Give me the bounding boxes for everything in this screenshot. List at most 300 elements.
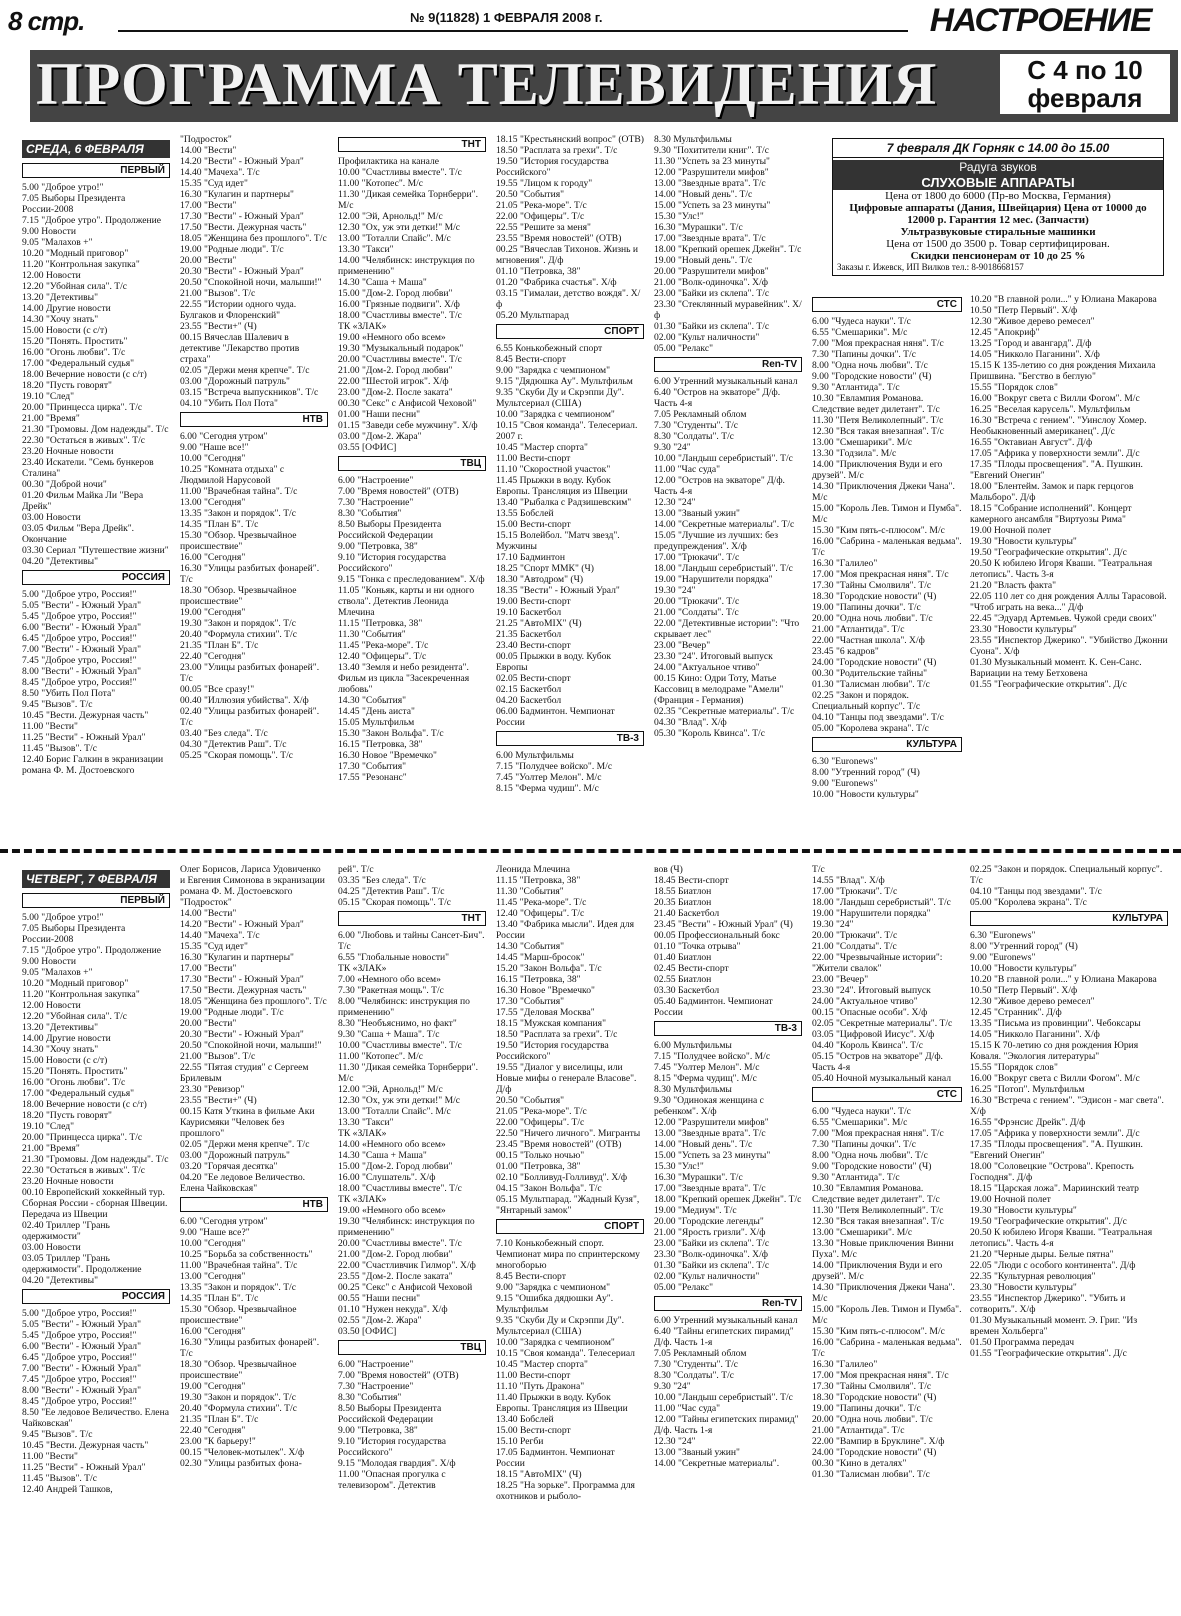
program-entry: 16.00 "Грязные подвиги". Х/ф bbox=[338, 299, 460, 310]
program-entry: 23.55 "Время новостей" (ОТВ) bbox=[496, 233, 622, 244]
program-entry: 11.30 "Дикая семейка Торнберри". М/с bbox=[338, 1062, 481, 1084]
program-entry: 03.00 "Дорожный патруль" bbox=[180, 376, 290, 387]
program-entry: 16.00 "Сабрина - маленькая ведьма". Т/с bbox=[812, 536, 965, 558]
program-entry: 20.50 "Спокойной ночи, малыши!" bbox=[180, 277, 322, 288]
program-entry: 16.00 "Огонь любви". Т/с bbox=[22, 347, 126, 358]
program-entry: 9.15 "Молодая гвардия". Х/ф bbox=[338, 1458, 456, 1469]
program-entry: 17.30 "Тайны Смолвиля". Т/с bbox=[812, 580, 932, 591]
program-entry: 10.00 "Счастливы вместе". Т/с bbox=[338, 167, 462, 178]
program-entry: 00.15 "Человек-мотылек". Х/ф bbox=[180, 1447, 305, 1458]
program-entry: 23.30 "Ревизор" bbox=[180, 1084, 245, 1095]
program-entry: 19.00 "Медиум". Т/с bbox=[654, 1205, 737, 1216]
program-entry: 14.30 "Приключения Джеки Чана". М/с bbox=[812, 1282, 958, 1304]
program-entry: 01.50 Программа передач bbox=[970, 1337, 1075, 1348]
program-entry: 18.30 "Обзор. Чрезвычайное происшествие" bbox=[180, 585, 299, 607]
program-entry: 19.30 "24" bbox=[812, 919, 854, 930]
program-entry: 11.20 "Контрольная закупка" bbox=[22, 989, 140, 1000]
program-entry: 5.45 "Доброе утро, Россия!" bbox=[22, 1330, 137, 1341]
program-entry: 8.50 "Убить Пол Пота" bbox=[22, 688, 116, 699]
program-entry: 11.00 Вести-спорт bbox=[496, 453, 571, 464]
program-entry: 12.20 "Убойная сила". Т/с bbox=[22, 281, 128, 292]
ad-line: Цифровые аппараты (Дания, Швейцария) Цена от 10000 до 12000 р. Гарантия 12 мес. (Запчасти) bbox=[849, 202, 1147, 226]
program-entry: 11.00 "Час суда" bbox=[654, 1403, 721, 1414]
program-entry: 19.50 "История государства Российского" bbox=[496, 156, 612, 178]
program-entry: 14.00 "Вести" bbox=[180, 908, 237, 919]
program-entry: 8.45 Вести-спорт bbox=[496, 354, 566, 365]
program-entry: 18.30 "Автодром" (Ч) bbox=[496, 574, 584, 585]
program-entry: 11.10 "Путь Дракона" bbox=[496, 1381, 585, 1392]
program-entry: 10.45 "Мастер спорта" bbox=[496, 442, 588, 453]
program-entry: 23.00 "Байки из склепа". Т/с bbox=[654, 1238, 770, 1249]
channel-header: ПЕРВЫЙ bbox=[22, 893, 170, 908]
program-entry: 18.00 "Ландыш серебристый". Т/с bbox=[812, 897, 951, 908]
program-entry: 05.15 Мультпарад. "Жадный Кузя", "Янтарный замок" bbox=[496, 1194, 642, 1216]
program-entry: 9.35 "Скуби Ду и Скрэппи Ду". Мультсериал (США) bbox=[496, 1315, 627, 1337]
program-entry: 9.15 "Дядюшка Ау". Мультфильм bbox=[496, 376, 633, 387]
channel-header: ТНТ bbox=[338, 911, 486, 926]
program-entry: 9.30 "Одинокая женщина с ребенком". Х/ф bbox=[654, 1095, 767, 1117]
program-entry: 14.30 "Саша + Маша" bbox=[338, 1150, 427, 1161]
program-entry: 16.30 "Галилео" bbox=[812, 1359, 878, 1370]
program-entry: 18.25 "На зорьке". Программа для охотников и рыболо- bbox=[496, 1480, 638, 1502]
program-entry: 6.00 "Сегодня утром" bbox=[180, 431, 268, 442]
ad-line: Скидки пенсионерам от 10 до 25 % bbox=[910, 250, 1086, 262]
program-entry: 14.30 "Саша + Маша" bbox=[338, 277, 427, 288]
program-entry: 00.30 "Родительские тайны" bbox=[812, 668, 928, 679]
program-entry: 8.15 "Ферма чудиш". М/с bbox=[496, 783, 599, 794]
program-entry: 14.00 "Челябинск: инструкция по применению" bbox=[338, 255, 478, 277]
tv-column bbox=[180, 864, 328, 1612]
program-entry: 19.50 "Географические открытия". Д/с bbox=[970, 1216, 1127, 1227]
program-entry: 20.00 "Разрушители мифов" bbox=[654, 266, 769, 277]
program-entry: 16.15 "Петровка, 38" bbox=[338, 739, 423, 750]
program-entry: 22.00 "Чрезвычайные истории": "Жители свалок" bbox=[812, 952, 945, 974]
program-entry: 6.00 Утренний музыкальный канал bbox=[654, 376, 798, 387]
program-entry: 7.15 "Доброе утро". Продолжение bbox=[22, 945, 161, 956]
program-entry: 04.40 "Король Квинса". Т/с bbox=[812, 1040, 923, 1051]
program-entry: 20.50 К юбилею Игоря Кваши. "Театральная летопись". Часть 4-я bbox=[970, 1227, 1155, 1249]
program-entry: 18.00 "Счастливы вместе". Т/с bbox=[338, 310, 462, 321]
program-entry: 18.55 Биатлон bbox=[654, 886, 712, 897]
program-entry: 21.40 Баскетбол bbox=[654, 908, 720, 919]
program-entry: 17.00 "Моя прекрасная няня". Т/с bbox=[812, 1370, 949, 1381]
program-entry: 13.55 Бобслей bbox=[496, 508, 554, 519]
program-entry: 15.00 Вести-спорт bbox=[496, 1425, 571, 1436]
program-entry: 16.30 "Мурашки". Т/с bbox=[654, 222, 743, 233]
program-entry: 17.55 "Деловая Москва" bbox=[496, 1007, 595, 1018]
program-entry: 19.00 "Папины дочки". Т/с bbox=[812, 602, 921, 613]
program-entry: 23.40 Вести-спорт bbox=[496, 640, 571, 651]
program-entry: 10.00 "Ландыш серебристый". Т/с bbox=[654, 453, 793, 464]
program-entry: 14.00 «Немного обо всем» bbox=[338, 1139, 446, 1150]
program-entry: 7.15 "Доброе утро". Продолжение bbox=[22, 215, 161, 226]
program-entry: 01.30 "Байки из склепа". Т/с bbox=[654, 1260, 770, 1271]
program-entry: 16.30 "Встреча с гением". "Эдисон - маг света". Х/ф bbox=[970, 1095, 1167, 1117]
ad-line: Цена от 1800 до 6000 (Пр-во Москва, Германия) bbox=[885, 190, 1111, 202]
program-entry: 13.20 "Детективы" bbox=[22, 1022, 99, 1033]
program-entry: 18.15 "Царская ложа". Мариинский театр bbox=[970, 1183, 1139, 1194]
program-entry: 02.25 "Закон и порядок. Специальный корпус". Т/с bbox=[970, 864, 1165, 886]
program-entry: 03.00 Новости bbox=[22, 512, 81, 523]
program-entry: 19.00 "Нарушители порядка" bbox=[654, 574, 773, 585]
program-entry: 14.00 "Новый день". Т/с bbox=[654, 189, 753, 200]
program-entry: 12.40 "Офицеры". Т/с bbox=[496, 908, 585, 919]
program-entry: 11.30 "Петя Великолепный". Т/с bbox=[812, 415, 944, 426]
program-entry: 9.00 "Зарядка с чемпионом" bbox=[496, 1282, 611, 1293]
header-rule bbox=[118, 30, 908, 32]
program-entry: 22.00 "Офицеры". Т/с bbox=[496, 1117, 585, 1128]
channel-header: СТС bbox=[812, 1087, 962, 1102]
program-entry: 10.20 "В главной роли..." у Юлиана Макарова bbox=[970, 974, 1157, 985]
program-entry: 8.00 "Одна ночь любви". Т/с bbox=[812, 360, 928, 371]
program-entry: 19.55 "Лицом к городу" bbox=[496, 178, 593, 189]
program-entry: 11.45 Прыжки в воду. Кубок Европы. Трансляция из Швеции bbox=[496, 475, 628, 497]
program-entry: 5.00 "Доброе утро!" bbox=[22, 182, 104, 193]
program-entry: 14.00 Другие новости bbox=[22, 303, 111, 314]
program-entry: 05.30 "Король Квинса". Т/с bbox=[654, 728, 765, 739]
program-entry: 9.45 "Вызов". Т/с bbox=[22, 699, 93, 710]
program-entry: 21.00 "Солдаты". Т/с bbox=[812, 941, 897, 952]
program-entry: ТК «ЗЛАК» bbox=[338, 1194, 387, 1205]
program-entry: 00.25 "Секс" с Анфисой Чеховой bbox=[338, 1282, 473, 1293]
program-entry: 16.30 Новое "Времечко" bbox=[338, 750, 437, 761]
program-entry: 03.05 Триллер "Грань одержимости". Продолжение bbox=[22, 1253, 142, 1275]
program-entry: 15.00 Новости (с с/т) bbox=[22, 1055, 108, 1066]
program-entry: 14.40 "Мачеха". Т/с bbox=[180, 930, 260, 941]
program-entry: 19.00 "Папины дочки". Т/с bbox=[812, 1403, 921, 1414]
program-entry: 21.00 "Время" bbox=[22, 413, 80, 424]
program-entry: 5.00 "Доброе утро!" bbox=[22, 912, 104, 923]
program-entry: 7.00 "Время новостей" (ОТВ) bbox=[338, 1370, 459, 1381]
program-entry: 18.20 "Пусть говорят" bbox=[22, 1110, 112, 1121]
program-entry: 9.00 "Euronews" bbox=[812, 778, 878, 789]
program-entry: 18.15 "АвтоМIХ" (Ч) bbox=[496, 1469, 582, 1480]
program-entry: 17.35 "Плоды просвещения". "А. Пушкин. "Евгений Онегин" bbox=[970, 459, 1146, 481]
program-entry: 23.30 "Стеклянный муравейник". Х/ф bbox=[654, 299, 802, 321]
program-entry: 00.15 Кино: Одри Тоту, Матье Кассовиц в мелодраме "Амели" (Франция - Германия) bbox=[654, 673, 786, 706]
program-entry: 11.00 "Врачебная тайна". Т/с bbox=[180, 1260, 298, 1271]
program-entry: 19.30 "Новости культуры" bbox=[970, 1205, 1077, 1216]
program-entry: 11.45 "Вызов". Т/с bbox=[22, 1473, 97, 1484]
program-entry: 16.00 "Сабрина - маленькая ведьма". Т/с bbox=[812, 1337, 965, 1359]
program-entry: 22.35 "Культурная революция" bbox=[970, 1271, 1096, 1282]
program-entry: 20.30 "Вести" - Южный Урал" bbox=[180, 1029, 304, 1040]
program-entry: 13.30 "Такси" bbox=[338, 1117, 394, 1128]
program-entry: 9.35 "Скуби Ду и Скрэппи Ду". Мультсериал (США) bbox=[496, 387, 627, 409]
channel-header: НТВ bbox=[180, 412, 328, 427]
program-entry: 10.20 "Модный приговор" bbox=[22, 978, 129, 989]
ad-contact: Заказы г. Ижевск, ИП Вилков тел.: 8-9018668157 bbox=[837, 262, 1024, 272]
program-entry: 17.30 "События" bbox=[338, 761, 407, 772]
program-entry: 11.30 "События" bbox=[496, 886, 564, 897]
program-entry: 18.00 Вечерние новости (с с/т) bbox=[22, 369, 147, 380]
program-entry: 11.45 "Вызов". Т/с bbox=[22, 743, 97, 754]
program-entry: 8.50 "Ее ледовое Величество. Елена Чайковская" bbox=[22, 1407, 172, 1429]
channel-header: СПОРТ bbox=[496, 324, 644, 339]
program-entry: 7.45 "Доброе утро, Россия!" bbox=[22, 655, 137, 666]
program-entry: 20.50 "События" bbox=[496, 1095, 565, 1106]
program-entry: 22.00 "Офицеры". Т/с bbox=[496, 211, 585, 222]
program-entry: 18.20 "Пусть говорят" bbox=[22, 380, 112, 391]
program-entry: 12.40 "Офицеры". Т/с bbox=[338, 651, 427, 662]
program-entry: 15.30 "Обзор. Чрезвычайное происшествие" bbox=[180, 530, 299, 552]
channel-header: Ren-TV bbox=[654, 1296, 802, 1311]
program-entry: 8.15 "Ферма чудищ". М/с bbox=[654, 1073, 757, 1084]
program-entry: 6.45 "Доброе утро, Россия!" bbox=[22, 633, 137, 644]
program-entry: 15.00 "Успеть за 23 минуты" bbox=[654, 1150, 771, 1161]
program-entry: 12.00 "Разрушители мифов" bbox=[654, 167, 769, 178]
program-entry: 00.40 "Иллюзия убийства". Х/ф bbox=[180, 695, 309, 706]
program-entry: 8.30 "Солдаты". Т/с bbox=[654, 431, 734, 442]
program-entry: 12.30 "Живое дерево ремесел" bbox=[970, 316, 1095, 327]
program-entry: 16.30 "Кулагин и партнеры" bbox=[180, 189, 294, 200]
program-entry: 14.00 "Секретные материалы". Т/с bbox=[654, 519, 795, 530]
program-entry: 14.20 "Вести" - Южный Урал" bbox=[180, 919, 304, 930]
program-entry: 12.20 "Убойная сила". Т/с bbox=[22, 1011, 128, 1022]
program-entry: 04.10 "Танцы под звездами". Т/с bbox=[812, 712, 944, 723]
program-entry: 23.55 "Дом-2. После заката" bbox=[338, 1271, 453, 1282]
program-entry: 6.40 "Тайны египетских пирамид" Д/ф. Часть 1-я bbox=[654, 1326, 797, 1348]
program-entry: 18.00 "Крепкий орешек Джейн". Т/с bbox=[654, 244, 802, 255]
program-entry: 8.45 "Доброе утро, Россия!" bbox=[22, 677, 137, 688]
program-entry: 13.40 "Фабрика мысли". Идея для России bbox=[496, 919, 637, 941]
program-entry: 02.05 Вести-спорт bbox=[496, 673, 571, 684]
program-entry: 05.25 "Скорая помощь". Т/с bbox=[180, 750, 294, 761]
program-entry: 10.25 "Комната отдыха" с Людмилой Нарусовой bbox=[180, 464, 287, 486]
program-entry: 19.30 "Челябинск: инструкция по применению" bbox=[338, 1216, 478, 1238]
program-entry: 13.40 "Земля и небо резидента". Фильм из цикла "Засекреченная любовь" bbox=[338, 662, 472, 695]
program-entry: 04.15 "Закон Вольфа". Т/с bbox=[496, 1183, 602, 1194]
program-entry: 13.00 "Званый ужин" bbox=[654, 508, 740, 519]
program-entry: 10.00 "Новости культуры" bbox=[812, 789, 919, 800]
program-entry: 01.20 "Фабрика счастья". Х/ф bbox=[496, 277, 617, 288]
program-entry: 21.00 "Дом-2. Город любви" bbox=[338, 365, 453, 376]
program-entry: 10.45 "Вести. Дежурная часть" bbox=[22, 710, 149, 721]
program-entry: 20.35 Биатлон bbox=[654, 897, 712, 908]
program-entry: 7.00 «Немного обо всем» bbox=[338, 974, 441, 985]
program-entry: 14.35 "План Б". Т/с bbox=[180, 519, 259, 530]
program-entry: 19.30 "Новости культуры" bbox=[970, 536, 1077, 547]
program-entry: 03.15 "Встреча выпускников". Т/с bbox=[180, 387, 319, 398]
program-entry: ТК «ЗЛАК» bbox=[338, 1128, 387, 1139]
program-entry: 21.00 "Дом-2. Город любви" bbox=[338, 1249, 453, 1260]
tv-column bbox=[812, 294, 965, 845]
program-entry: 21.05 "Река-море". Т/с bbox=[496, 200, 587, 211]
program-entry: 00.05 Профессиональный бокс bbox=[654, 930, 780, 941]
program-entry: 23.55 "Вести+" (Ч) bbox=[180, 1095, 257, 1106]
program-entry: 14.30 "Хочу знать" bbox=[22, 314, 99, 325]
program-entry: 15.35 "Суд идет" bbox=[180, 941, 248, 952]
program-entry: 14.00 "Приключения Вуди и его друзей". М/с bbox=[812, 459, 945, 481]
program-entry: 6.00 "Сегодня утром" bbox=[180, 1216, 268, 1227]
tv-column bbox=[654, 864, 802, 1612]
program-entry: 21.35 "План Б". Т/с bbox=[180, 640, 259, 651]
program-entry: 17.00 "Трюкачи". Т/с bbox=[812, 886, 898, 897]
program-entry: 9.30 "Атлантида". Т/с bbox=[812, 1172, 900, 1183]
program-entry: 13.40 Бобслей bbox=[496, 1414, 554, 1425]
program-entry: 9.00 Новости bbox=[22, 956, 76, 967]
program-entry: 16.30 "Мурашки". Т/с bbox=[654, 1172, 743, 1183]
program-entry: 22.05 "Люди с особого континента". Д/ф bbox=[970, 1260, 1136, 1271]
program-entry: 8.30 "События" bbox=[338, 508, 402, 519]
program-entry: 01.15 "Заведи себе мужчину". Х/ф bbox=[338, 420, 478, 431]
program-entry: 23.20 Ночные новости bbox=[22, 1176, 114, 1187]
program-entry: 8.00 "Челябинск: инструкция по применению" bbox=[338, 996, 473, 1018]
program-entry: 13.00 "Звездные врата". Т/с bbox=[654, 178, 766, 189]
program-entry: "Подросток" bbox=[180, 134, 232, 145]
program-entry: 13.00 "Сегодня" bbox=[180, 1271, 246, 1282]
program-entry: 05.00 "Королева экрана". Т/с bbox=[970, 897, 1087, 908]
program-entry: 15.10 Регби bbox=[496, 1436, 544, 1447]
program-entry: 13.30 "Такси" bbox=[338, 244, 394, 255]
program-entry: 18.05 "Женщина без прошлого". Т/с bbox=[180, 233, 327, 244]
hearing-aid-ad bbox=[832, 138, 1164, 276]
program-entry: 15.00 "Король Лев. Тимон и Пумба". М/с bbox=[812, 503, 964, 525]
channel-header: РОССИЯ bbox=[22, 570, 170, 585]
program-entry: 00.10 Европейский хоккейный тур. Сборная России - сборная Швеции. Передача из Швеции bbox=[22, 1187, 170, 1220]
program-entry: 23.00 "Байки из склепа". Т/с bbox=[654, 288, 770, 299]
program-entry: 14.30 "События" bbox=[338, 695, 407, 706]
program-entry: 10.00 "Счастливы вместе". Т/с bbox=[338, 1040, 462, 1051]
program-entry: 9.30 "24" bbox=[654, 1381, 691, 1392]
program-entry: 9.15 "Ошибка дядюшки Ау". Мультфильм bbox=[496, 1293, 616, 1315]
program-entry: 21.30 "Громовы. Дом надежды". Т/с bbox=[22, 424, 169, 435]
program-entry: 19.00 "Родные люди". Т/с bbox=[180, 1007, 284, 1018]
program-entry: 20.00 "Счастливы вместе". Т/с bbox=[338, 354, 462, 365]
program-entry: 03.20 "Горячая десятка" bbox=[180, 1161, 278, 1172]
program-entry: 01.40 Биатлон bbox=[654, 952, 712, 963]
program-entry: 03.40 "Без следа". Т/с bbox=[180, 728, 268, 739]
program-entry: 9.00 "Euronews" bbox=[970, 952, 1036, 963]
program-entry: 20.00 "Вести" bbox=[180, 255, 237, 266]
program-entry: 18.00 "Счастливы вместе". Т/с bbox=[338, 1183, 462, 1194]
program-entry: 8.30 "События" bbox=[338, 1392, 402, 1403]
program-entry: 01.30 Музыкальный момент. К. Сен-Санс. Вариации на тему Бетховена bbox=[970, 657, 1145, 679]
program-entry: 6.55 "Смешарики". М/с bbox=[812, 327, 908, 338]
program-entry: 11.30 "Успеть за 23 минуты" bbox=[654, 156, 770, 167]
program-entry: 00.05 Прыжки в воду. Кубок Европы bbox=[496, 651, 614, 673]
program-entry: 13.25 "Город и авангард". Д/ф bbox=[970, 338, 1092, 349]
program-entry: 03.55 [ОФИС] bbox=[338, 442, 397, 453]
program-entry: 18.00 Вечерние новости (с с/т) bbox=[22, 1099, 147, 1110]
program-entry: 11.00 "Врачебная тайна". Т/с bbox=[180, 486, 298, 497]
program-entry: 23.55 "Инспектор Джерико". "Убийство Джонни Суона". Х/ф bbox=[970, 635, 1171, 657]
program-entry: 16.30 "Кулагин и партнеры" bbox=[180, 952, 294, 963]
program-entry: 7.30 "Настроение" bbox=[338, 497, 414, 508]
program-entry: 6.00 "Чудеса науки". Т/с bbox=[812, 316, 911, 327]
program-entry: 02.35 "Секретные материалы". Т/с bbox=[654, 706, 795, 717]
program-entry: 02.05 "Держи меня крепче". Т/с bbox=[180, 1139, 310, 1150]
program-entry: 9.00 "Зарядка с чемпионом" bbox=[496, 365, 611, 376]
program-entry: 12.30 "Вся такая внезапная". Т/с bbox=[812, 426, 944, 437]
program-entry: 23.55 "Инспектор Джерико". "Убить и сотворить". Х/ф bbox=[970, 1293, 1128, 1315]
program-entry: 22.40 "Сегодня" bbox=[180, 1425, 246, 1436]
program-entry: 01.55 "Географические открытия". Д/с bbox=[970, 679, 1127, 690]
program-entry: 14.30 "Приключения Джеки Чана". М/с bbox=[812, 481, 958, 503]
program-entry: 12.00 Новости bbox=[22, 1000, 81, 1011]
program-entry: 22.00 "Счастливчик Гилмор". Х/ф bbox=[338, 1260, 476, 1271]
program-entry: 6.00 Мультфильмы bbox=[496, 750, 574, 761]
program-entry: 8.45 Вести-спорт bbox=[496, 1271, 566, 1282]
program-entry: 00.15 "Только ночью" bbox=[496, 1150, 585, 1161]
program-entry: 15.00 "Дом-2. Город любви" bbox=[338, 1161, 453, 1172]
program-entry: 12.00 "Эй, Арнольд!" М/с bbox=[338, 211, 443, 222]
program-entry: 04.10 "Танцы под звездами". Т/с bbox=[970, 886, 1102, 897]
program-entry: 22.30 "Остаться в живых". Т/с bbox=[22, 435, 146, 446]
program-entry: 7.45 "Уолтер Мелон". М/с bbox=[496, 772, 602, 783]
program-entry: 13.35 "Закон и порядок". Т/с bbox=[180, 508, 296, 519]
program-entry: 19.00 «Немного обо всем» bbox=[338, 1205, 446, 1216]
program-entry: 22.00 "Частная школа". Х/ф bbox=[812, 635, 925, 646]
program-entry: 20.00 "Городские легенды" bbox=[654, 1216, 764, 1227]
program-entry: 18.05 "Женщина без прошлого". Т/с bbox=[180, 996, 327, 1007]
program-entry: 11.15 "Петровка, 38" bbox=[338, 618, 423, 629]
program-entry: 01.30 "Талисман любви". Т/с bbox=[812, 1469, 930, 1480]
program-entry: 02.45 Вести-спорт bbox=[654, 963, 729, 974]
program-entry: 9.00 "Наше все!" bbox=[180, 442, 249, 453]
program-entry: 01.20 Фильм Майка Ли "Вера Дрейк" bbox=[22, 490, 146, 512]
program-entry: 02.40 "Улицы разбитых фонарей". Т/с bbox=[180, 706, 322, 728]
program-entry: 19.10 Баскетбол bbox=[496, 607, 562, 618]
program-entry: 22.45 "Эдуард Артемьев. Чужой среди своих" bbox=[970, 613, 1157, 624]
program-entry: 23.00 "Вечер" bbox=[812, 974, 869, 985]
program-entry: 04.20 Баскетбол bbox=[496, 695, 562, 706]
program-entry: 20.00 "Счастливы вместе". Т/с bbox=[338, 1238, 462, 1249]
program-entry: 21.00 "Вызов". Т/с bbox=[180, 288, 256, 299]
channel-header: ТВ-3 bbox=[654, 1021, 802, 1036]
ad-brand: Радуга звуков bbox=[833, 160, 1163, 175]
program-entry: 23.00 "Вечер" bbox=[654, 640, 711, 651]
program-entry: 9.00 Новости bbox=[22, 226, 76, 237]
program-entry: 20.30 "Вести" - Южный Урал" bbox=[180, 266, 304, 277]
program-entry: 24.00 "Актуальное чтиво" bbox=[812, 996, 918, 1007]
program-entry: 15.20 "Понять. Простить" bbox=[22, 336, 128, 347]
program-entry: 19.10 "След" bbox=[22, 391, 75, 402]
program-entry: 7.30 "Студенты". Т/с bbox=[654, 420, 739, 431]
program-entry: 00.15 Вячеслав Шалевич в детективе "Лекарство против страха" bbox=[180, 332, 302, 365]
program-entry: 18.30 "Городские новости" (Ч) bbox=[812, 591, 937, 602]
program-entry: 16.55 "Октавиан Август". Д/ф bbox=[970, 437, 1093, 448]
program-entry: 9.00 "Городские новости" (Ч) bbox=[812, 1161, 932, 1172]
program-entry: 22.55 "Пятая студия" с Сергеем Брилевым bbox=[180, 1062, 311, 1084]
program-entry: 06.00 Бадминтон. Чемпионат России bbox=[496, 706, 618, 728]
program-entry: 7.30 "Папины дочки". Т/с bbox=[812, 1139, 916, 1150]
program-entry: 18.45 Вести-спорт bbox=[654, 875, 729, 886]
program-entry: 8.00 "Вести" - Южный Урал" bbox=[22, 1385, 142, 1396]
program-entry: 21.00 "Ярость гризли". Х/ф bbox=[654, 1227, 766, 1238]
program-entry: 9.10 "История государства Российского" bbox=[338, 1436, 449, 1458]
program-entry: 17.00 "Федеральный судья" bbox=[22, 358, 135, 369]
program-entry: 12.30 "Живое дерево ремесел" bbox=[970, 996, 1095, 1007]
ad-line: Ультразвуковые стиральные машинки bbox=[900, 226, 1096, 238]
program-entry: 14.30 "События" bbox=[496, 941, 565, 952]
program-entry: 19.30 "Музыкальный подарок" bbox=[338, 343, 464, 354]
program-entry: 12.40 Борис Галкин в экранизации романа Ф. М. Достоевского bbox=[22, 754, 166, 776]
program-entry: 7.15 "Полудчее войско". М/с bbox=[496, 761, 613, 772]
program-entry: 9.05 "Малахов +" bbox=[22, 967, 93, 978]
channel-header: КУЛЬТУРА bbox=[970, 911, 1168, 926]
program-entry: 14.05 "Никколо Паганини". Х/ф bbox=[970, 349, 1100, 360]
program-entry: 7.30 "Студенты". Т/с bbox=[654, 1359, 739, 1370]
program-entry: 24.00 "Городские новости" (Ч) bbox=[812, 1447, 937, 1458]
program-entry: 6.45 "Доброе утро, Россия!" bbox=[22, 1352, 137, 1363]
program-entry: 14.55 "Влад". Х/ф bbox=[812, 875, 885, 886]
tv-column bbox=[970, 864, 1168, 1612]
program-entry: 17.00 "Звездные врата". Т/с bbox=[654, 233, 766, 244]
program-entry: 22.55 "Решите за меня" bbox=[496, 222, 591, 233]
program-entry: 14.00 "Вести" bbox=[180, 145, 237, 156]
program-entry: 16.00 "Вокруг света с Вилли Фогом". М/с bbox=[970, 393, 1140, 404]
